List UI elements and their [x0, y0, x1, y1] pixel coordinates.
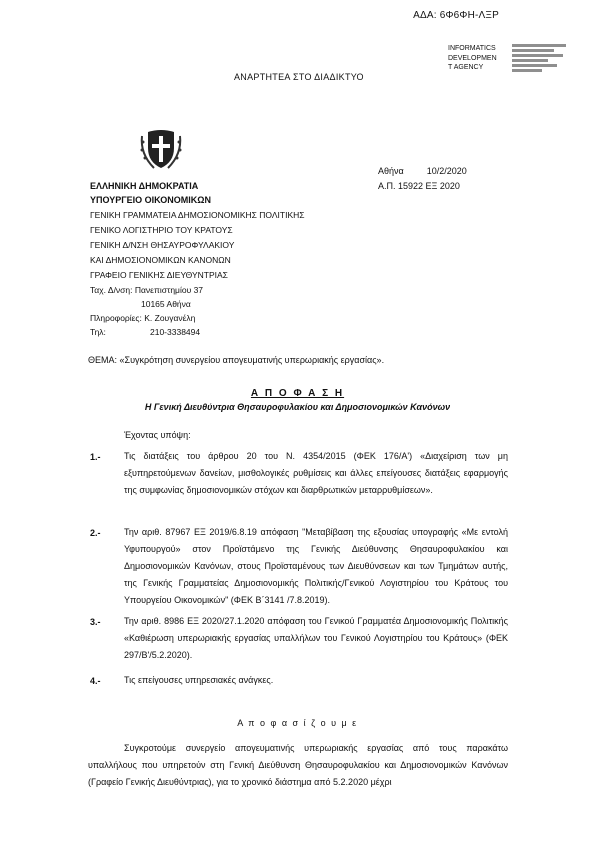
signature-line: INFORMATICS	[448, 45, 496, 52]
greek-coat-of-arms-emblem	[138, 126, 184, 172]
phone-number: 210-3338494	[150, 327, 201, 337]
decision-subtitle: Η Γενική Διευθύντρια Θησαυροφυλακίου και Δημοσιονομικών Κανόνων	[144, 402, 451, 412]
republic-heading: ΕΛΛΗΝΙΚΗ ΔΗΜΟΚΡΑΤΙΑ	[90, 181, 199, 191]
item-text: Την αριθ. 87967 ΕΞ 2019/6.8.19 απόφαση "Μεταβίβαση της εξουσίας υπογραφής «Με εντολή Υφυπουργού» στον Προϊστάμενο της Γενικής Διεύθυνσης Θησαυροφυλακίου και Δημοσιονομικών Κανόνων, στους Προϊσταμένους των Διευθύνσεων και των Τμημάτων αυτής, της Γενικής Γραμματείας Δημοσιονομικής Πολιτικής/Γενικού Λογιστηρίου του Κράτους του Υπουργείου Οικονομικών" (ΦΕΚ Β΄3141 /7.8.2019).	[124, 527, 508, 605]
decision-heading: Α π ο φ α σ ί ζ ο υ μ ε	[237, 718, 358, 728]
item-number: 1.-	[90, 452, 101, 462]
item-text: Τις επείγουσες υπηρεσιακές ανάγκες.	[124, 675, 274, 685]
posting-note: ΑΝΑΡΤΗΤΕΑ ΣΤΟ ΔΙΑΔΙΚΤΥΟ	[234, 72, 364, 82]
item-number: 2.-	[90, 528, 101, 538]
having-in-mind: Έχοντας υπόψη:	[124, 430, 191, 440]
signature-stamp	[512, 42, 572, 76]
protocol-number: Α.Π. 15922 ΕΞ 2020	[378, 181, 460, 191]
item-number: 4.-	[90, 676, 101, 686]
ministry-heading: ΥΠΟΥΡΓΕΙΟ ΟΙΚΟΝΟΜΙΚΩΝ	[90, 195, 211, 205]
subject-line: ΘΕΜΑ: «Συγκρότηση συνεργείου απογευματινής υπερωριακής εργασίας».	[88, 355, 385, 365]
item-number: 3.-	[90, 617, 101, 627]
place-date	[378, 166, 467, 176]
date: 10/2/2020	[426, 166, 467, 176]
phone-label: Τηλ:	[90, 327, 106, 337]
digital-signature-block	[448, 44, 518, 73]
org-line: ΚΑΙ ΔΗΜΟΣΙΟΝΟΜΙΚΩΝ ΚΑΝΟΝΩΝ	[90, 255, 231, 265]
decision-body: Συγκροτούμε συνεργείο απογευματινής υπερωριακής εργασίας από τους παρακάτω υπαλλήλους που υπηρετούν στη Γενική Διεύθυνση Θησαυροφυλακίου και Δημοσιονομικών Κανόνων (Γραφείο Γενικής Διευθύντριας), για το χρονικό διάστημα από 5.2.2020 μέχρι	[88, 743, 508, 787]
decision-title: Α Π Ο Φ Α Σ Η	[250, 388, 345, 399]
address: Ταχ. Δ/νση: Πανεπιστημίου 37	[90, 285, 204, 295]
org-line: ΓΕΝΙΚΗ ΓΡΑΜΜΑΤΕΙΑ ΔΗΜΟΣΙΟΝΟΜΙΚΗΣ ΠΟΛΙΤΙΚΗΣ	[90, 210, 305, 220]
place: Αθήνα	[378, 166, 404, 176]
org-line: ΓΕΝΙΚΟ ΛΟΓΙΣΤΗΡΙΟ ΤΟΥ ΚΡΑΤΟΥΣ	[90, 225, 233, 235]
info-contact: Πληροφορίες: Κ. Ζουγανέλη	[90, 313, 196, 323]
org-line: ΓΡΑΦΕΙΟ ΓΕΝΙΚΗΣ ΔΙΕΥΘΥΝΤΡΙΑΣ	[90, 270, 228, 280]
signature-line: DEVELOPMEN	[448, 54, 497, 62]
item-text: Τις διατάξεις του άρθρου 20 του Ν. 4354/2015 (ΦΕΚ 176/Α') «Διαχείριση των μη εξυπηρετούμενων δανείων, μισθολογικές ρυθμίσεις και άλλες επείγουσες διατάξεις εφαρμογής της συμφωνίας δημοσιονομικών στόχων και διαρθρωτικών μεταρρυθμίσεων».	[124, 451, 508, 495]
ada-code: ΑΔΑ: 6Φ6ΦΗ-ΛΞΡ	[413, 10, 499, 21]
item-text: Την αριθ. 8986 ΕΞ 2020/27.1.2020 απόφαση του Γενικού Γραμματέα Δημοσιονομικής Πολιτικής «Καθιέρωση υπερωριακής εργασίας υπαλλήλων του Γενικού Λογιστηρίου του Κράτους» (ΦΕΚ 297/Β'/5.2.2020).	[124, 616, 508, 660]
signature-line: T AGENCY	[448, 64, 484, 71]
org-line: ΓΕΝΙΚΗ Δ/ΝΣΗ ΘΗΣΑΥΡΟΦΥΛΑΚΙΟΥ	[90, 240, 235, 250]
postal-code: 10165 Αθήνα	[141, 299, 191, 309]
